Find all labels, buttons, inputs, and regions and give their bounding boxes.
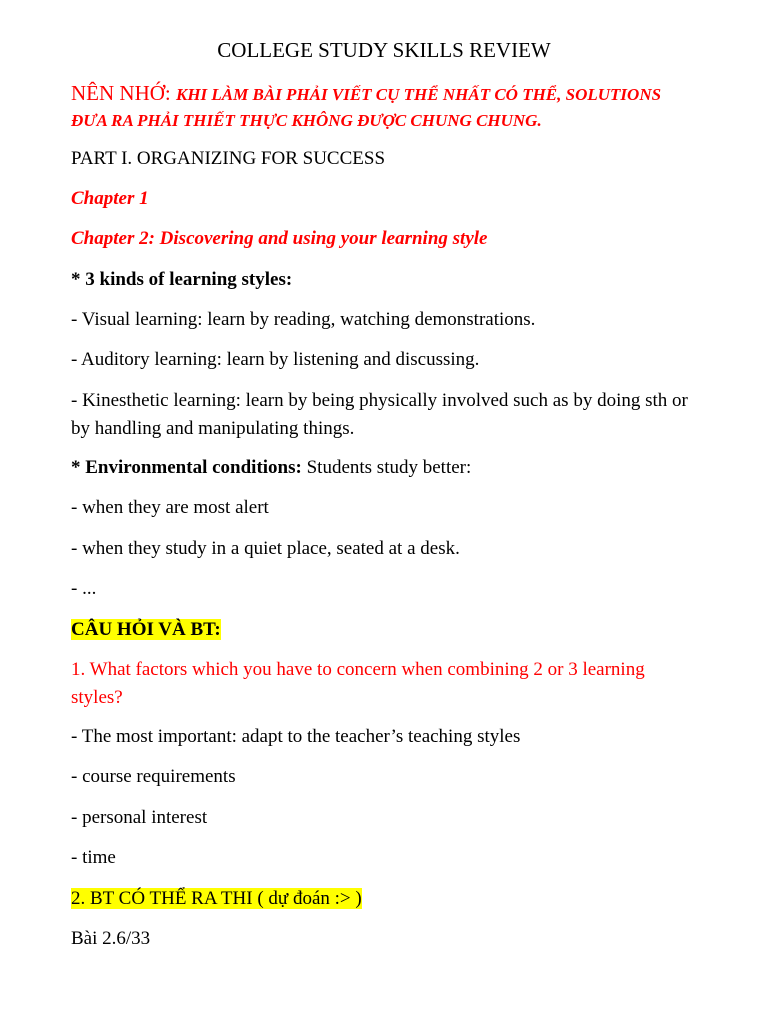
answer-teaching-styles: - The most important: adapt to the teacher’s teaching styles: [71, 726, 521, 747]
learning-styles-heading: * 3 kinds of learning styles:: [71, 269, 293, 290]
reminder-note: [71, 80, 697, 134]
question-1: 1. What factors which you have to concern when combining 2 or 3 learning styles?: [71, 659, 645, 708]
learning-style-auditory: - Auditory learning: learn by listening and discussing.: [71, 349, 480, 370]
exercise-heading-text: 2. BT CÓ THỂ RA THI ( dự đoán :> ): [71, 888, 362, 909]
reminder-label: NÊN NHỚ: [71, 81, 165, 105]
learning-style-kinesthetic: - Kinesthetic learning: learn by being physically involved such as by doing sth or by handling and manipulating things.: [71, 390, 688, 439]
env-item-quiet-place: - when they study in a quiet place, seated at a desk.: [71, 538, 460, 559]
env-item-ellipsis: - ...: [71, 578, 97, 599]
env-item-alert: - when they are most alert: [71, 497, 269, 518]
reminder-text: KHI LÀM BÀI PHẢI VIẾT CỤ THỂ NHẤT CÓ THỂ, SOLUTIONS ĐƯA RA PHẢI THIẾT THỰC KHÔNG ĐƯỢC CHUNG CHUNG.: [71, 85, 662, 130]
document-title: COLLEGE STUDY SKILLS REVIEW: [217, 38, 551, 62]
environmental-conditions-label: * Environmental conditions:: [71, 457, 302, 478]
environmental-conditions: [71, 454, 697, 482]
exercise-heading: [71, 885, 697, 913]
part-heading: PART I. ORGANIZING FOR SUCCESS: [71, 148, 386, 169]
questions-heading: [71, 616, 697, 644]
learning-style-visual: - Visual learning: learn by reading, watching demonstrations.: [71, 309, 536, 330]
exercise-reference: Bài 2.6/33: [71, 928, 151, 949]
answer-time: - time: [71, 847, 116, 868]
questions-heading-text: CÂU HỎI VÀ BT:: [71, 619, 221, 640]
chapter-2-heading: Chapter 2: Discovering and using your learning style: [71, 228, 488, 249]
answer-personal-interest: - personal interest: [71, 807, 208, 828]
chapter-1-heading: Chapter 1: [71, 188, 149, 209]
answer-course-requirements: - course requirements: [71, 766, 236, 787]
environmental-conditions-text: Students study better:: [301, 457, 472, 478]
reminder-separator: :: [164, 81, 176, 105]
